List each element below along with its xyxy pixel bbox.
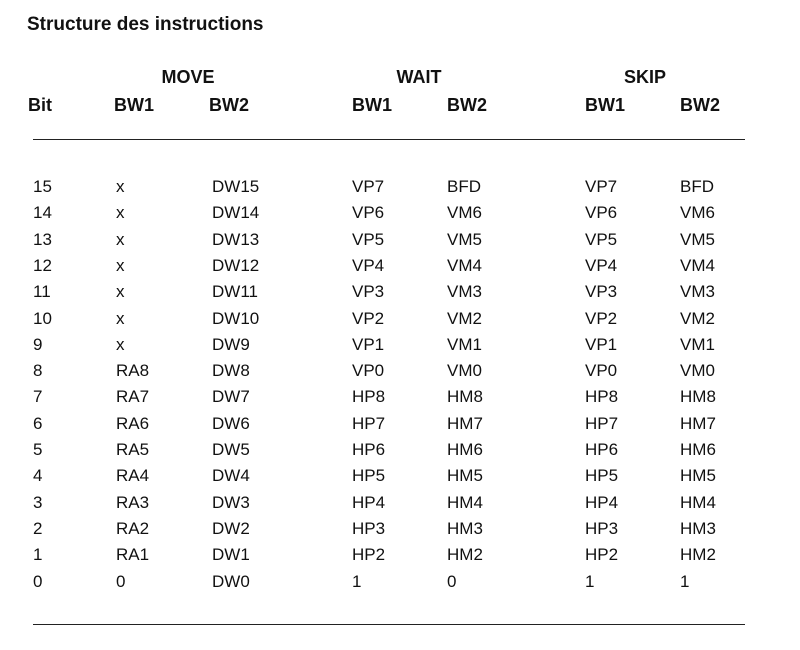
cell-move-bw1: x xyxy=(116,309,125,328)
page-title: Structure des instructions xyxy=(27,14,264,35)
cell-move-bw1: RA6 xyxy=(116,414,150,433)
cell-skip-bw1: VP5 xyxy=(585,230,618,249)
cell-skip-bw2: VM2 xyxy=(680,309,715,328)
cell-skip-bw2: BFD xyxy=(680,177,714,196)
cell-skip-bw2: HM8 xyxy=(680,387,716,406)
table-row xyxy=(0,360,800,386)
cell-skip-bw1: HP3 xyxy=(585,519,619,538)
cell-wait-bw1: HP5 xyxy=(352,466,386,485)
cell-wait-bw1: HP6 xyxy=(352,440,386,459)
cell-skip-bw2: VM6 xyxy=(680,203,715,222)
cell-skip-bw1: VP3 xyxy=(585,282,618,301)
cell-skip-bw2: HM4 xyxy=(680,493,716,512)
cell-move-bw2: DW9 xyxy=(212,335,250,354)
cell-bit: 11 xyxy=(33,282,51,301)
cell-wait-bw2: VM2 xyxy=(447,309,482,328)
cell-skip-bw1: HP4 xyxy=(585,493,619,512)
column-header-move-bw1: BW1 xyxy=(114,95,154,115)
cell-bit: 4 xyxy=(33,466,43,485)
cell-move-bw2: DW15 xyxy=(212,177,260,196)
cell-move-bw2: DW10 xyxy=(212,309,260,328)
group-label-move: MOVE xyxy=(161,67,215,87)
cell-move-bw2: DW4 xyxy=(212,466,250,485)
cell-wait-bw1: VP5 xyxy=(352,230,385,249)
column-header-wait-bw1: BW1 xyxy=(352,95,392,115)
cell-wait-bw1: VP0 xyxy=(352,361,385,380)
cell-skip-bw1: VP4 xyxy=(585,256,618,275)
cell-wait-bw2: 0 xyxy=(447,572,457,591)
group-label-skip: SKIP xyxy=(623,67,667,87)
cell-wait-bw1: HP7 xyxy=(352,414,386,433)
cell-bit: 10 xyxy=(33,309,52,328)
cell-move-bw2: DW8 xyxy=(212,361,250,380)
table-row xyxy=(0,413,800,439)
cell-skip-bw1: VP1 xyxy=(585,335,618,354)
cell-wait-bw2: HM2 xyxy=(447,545,483,564)
cell-move-bw1: RA1 xyxy=(116,545,150,564)
cell-move-bw1: 0 xyxy=(116,572,126,591)
cell-skip-bw2: 1 xyxy=(680,572,690,591)
cell-move-bw1: RA7 xyxy=(116,387,150,406)
cell-move-bw1: RA5 xyxy=(116,440,150,459)
cell-bit: 6 xyxy=(33,414,43,433)
cell-move-bw1: x xyxy=(116,282,125,301)
cell-wait-bw1: 1 xyxy=(352,572,362,591)
cell-move-bw2: DW12 xyxy=(212,256,260,275)
cell-move-bw1: RA4 xyxy=(116,466,150,485)
table-row xyxy=(0,544,800,570)
cell-wait-bw1: VP7 xyxy=(352,177,385,196)
table-row xyxy=(0,202,800,228)
cell-wait-bw2: HM3 xyxy=(447,519,483,538)
cell-move-bw1: RA2 xyxy=(116,519,150,538)
cell-skip-bw1: VP0 xyxy=(585,361,618,380)
cell-move-bw1: RA3 xyxy=(116,493,150,512)
cell-wait-bw2: BFD xyxy=(447,177,481,196)
cell-move-bw1: x xyxy=(116,203,125,222)
cell-skip-bw1: VP7 xyxy=(585,177,618,196)
cell-skip-bw2: HM3 xyxy=(680,519,716,538)
cell-skip-bw1: HP5 xyxy=(585,466,619,485)
cell-skip-bw2: HM6 xyxy=(680,440,716,459)
cell-move-bw2: DW11 xyxy=(212,282,258,301)
table-row xyxy=(0,518,800,544)
cell-bit: 13 xyxy=(33,230,52,249)
cell-wait-bw1: HP8 xyxy=(352,387,386,406)
column-header-skip-bw1: BW1 xyxy=(585,95,625,115)
cell-wait-bw2: VM3 xyxy=(447,282,482,301)
cell-move-bw2: DW5 xyxy=(212,440,250,459)
cell-move-bw2: DW14 xyxy=(212,203,260,222)
cell-bit: 12 xyxy=(33,256,52,275)
cell-wait-bw2: HM7 xyxy=(447,414,483,433)
table-row xyxy=(0,176,800,202)
table-row xyxy=(0,386,800,412)
cell-skip-bw2: VM5 xyxy=(680,230,715,249)
cell-move-bw2: DW0 xyxy=(212,572,250,591)
cell-skip-bw1: VP6 xyxy=(585,203,618,222)
cell-move-bw1: x xyxy=(116,230,125,249)
table-row xyxy=(0,229,800,255)
cell-wait-bw2: VM4 xyxy=(447,256,482,275)
column-header-bit: Bit xyxy=(28,95,52,115)
cell-skip-bw1: 1 xyxy=(585,572,595,591)
cell-wait-bw2: HM4 xyxy=(447,493,483,512)
cell-move-bw2: DW13 xyxy=(212,230,260,249)
column-header-skip-bw2: BW2 xyxy=(680,95,720,115)
cell-bit: 0 xyxy=(33,572,43,591)
cell-move-bw1: x xyxy=(116,177,125,196)
cell-wait-bw1: HP3 xyxy=(352,519,386,538)
cell-move-bw2: DW2 xyxy=(212,519,250,538)
cell-wait-bw1: VP1 xyxy=(352,335,385,354)
table-row xyxy=(0,492,800,518)
cell-bit: 5 xyxy=(33,440,43,459)
cell-move-bw2: DW6 xyxy=(212,414,250,433)
cell-skip-bw2: VM0 xyxy=(680,361,715,380)
cell-wait-bw1: VP2 xyxy=(352,309,385,328)
cell-skip-bw2: HM7 xyxy=(680,414,716,433)
column-header-wait-bw2: BW2 xyxy=(447,95,487,115)
group-label-wait: WAIT xyxy=(396,67,442,87)
cell-wait-bw2: HM6 xyxy=(447,440,483,459)
cell-move-bw1: x xyxy=(116,256,125,275)
cell-skip-bw1: HP7 xyxy=(585,414,619,433)
cell-wait-bw2: VM5 xyxy=(447,230,482,249)
cell-skip-bw2: HM2 xyxy=(680,545,716,564)
cell-skip-bw2: VM1 xyxy=(680,335,715,354)
cell-bit: 15 xyxy=(33,177,52,196)
cell-skip-bw2: VM3 xyxy=(680,282,715,301)
cell-wait-bw1: HP4 xyxy=(352,493,386,512)
cell-skip-bw2: HM5 xyxy=(680,466,716,485)
cell-bit: 9 xyxy=(33,335,43,354)
cell-bit: 3 xyxy=(33,493,43,512)
cell-skip-bw1: HP8 xyxy=(585,387,619,406)
cell-bit: 14 xyxy=(33,203,52,222)
cell-skip-bw2: VM4 xyxy=(680,256,715,275)
cell-skip-bw1: VP2 xyxy=(585,309,618,328)
cell-wait-bw2: HM8 xyxy=(447,387,483,406)
cell-wait-bw1: HP2 xyxy=(352,545,386,564)
table-row xyxy=(0,255,800,281)
cell-skip-bw1: HP2 xyxy=(585,545,619,564)
table-bottom-rule xyxy=(33,624,745,625)
cell-skip-bw1: HP6 xyxy=(585,440,619,459)
table-row xyxy=(0,571,800,597)
column-header-move-bw2: BW2 xyxy=(209,95,249,115)
cell-bit: 7 xyxy=(33,387,43,406)
cell-move-bw2: DW3 xyxy=(212,493,250,512)
cell-wait-bw2: VM6 xyxy=(447,203,482,222)
cell-wait-bw1: VP3 xyxy=(352,282,385,301)
table-row xyxy=(0,281,800,307)
cell-bit: 2 xyxy=(33,519,43,538)
cell-move-bw2: DW7 xyxy=(212,387,250,406)
cell-wait-bw1: VP4 xyxy=(352,256,385,275)
table-row xyxy=(0,439,800,465)
cell-bit: 1 xyxy=(33,545,43,564)
table-row xyxy=(0,334,800,360)
cell-wait-bw1: VP6 xyxy=(352,203,385,222)
cell-wait-bw2: HM5 xyxy=(447,466,483,485)
cell-move-bw1: RA8 xyxy=(116,361,150,380)
table-row xyxy=(0,465,800,491)
cell-wait-bw2: VM0 xyxy=(447,361,482,380)
table-row xyxy=(0,308,800,334)
cell-wait-bw2: VM1 xyxy=(447,335,482,354)
cell-move-bw1: x xyxy=(116,335,125,354)
cell-bit: 8 xyxy=(33,361,43,380)
cell-move-bw2: DW1 xyxy=(212,545,250,564)
